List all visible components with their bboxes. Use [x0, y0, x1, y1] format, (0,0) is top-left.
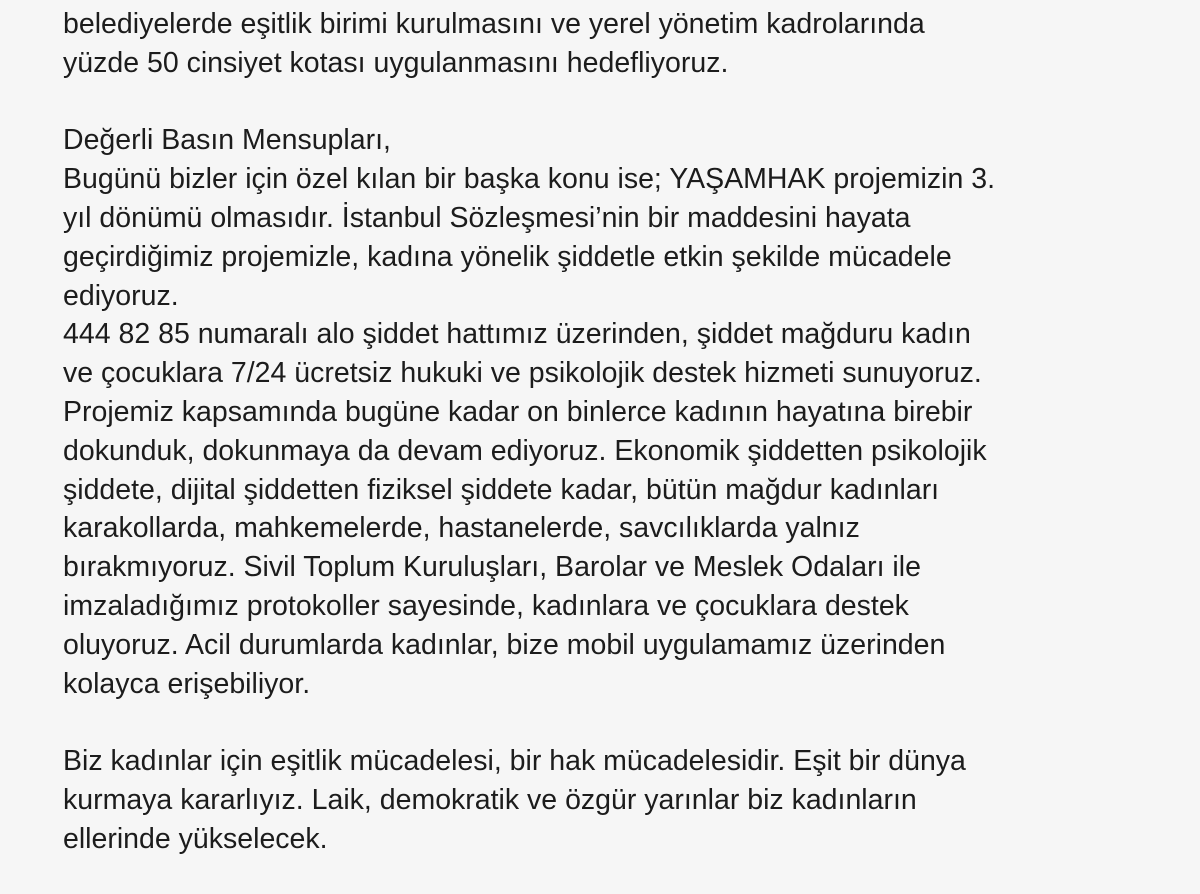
text-line: imzaladığımız protokoller sayesinde, kadınlara ve çocuklara destek	[63, 589, 909, 622]
paragraph-spacer	[63, 703, 1160, 742]
text-line: kurmaya kararlıyız. Laik, demokratik ve özgür yarınlar biz kadınların	[63, 783, 917, 816]
text-line: bırakmıyoruz. Sivil Toplum Kuruluşları, Barolar ve Meslek Odaları ile	[63, 551, 921, 584]
paragraph-closing-statement	[63, 742, 1160, 858]
paragraph-press-statement	[63, 121, 1160, 703]
text-line: Bugünü bizler için özel kılan bir başka konu ise; YAŞAMHAK projemizin 3.	[63, 163, 995, 196]
text-line: ellerinde yükselecek.	[63, 822, 328, 855]
salutation-line: Değerli Basın Mensupları,	[63, 124, 391, 157]
text-line: oluyoruz. Acil durumlarda kadınlar, bize mobil uygulamamız üzerinden	[63, 628, 946, 661]
text-line: geçirdiğimiz projemizle, kadına yönelik şiddetle etkin şekilde mücadele	[63, 240, 952, 273]
text-line: Biz kadınlar için eşitlik mücadelesi, bir hak mücadelesidir. Eşit bir dünya	[63, 745, 966, 778]
text-line: yıl dönümü olmasıdır. İstanbul Sözleşmesi’nin bir maddesini hayata	[63, 201, 911, 234]
text-line: ve çocuklara 7/24 ücretsiz hukuki ve psikolojik destek hizmeti sunuyoruz.	[63, 357, 982, 390]
text-line: Projemiz kapsamında bugüne kadar on binlerce kadının hayatına birebir	[63, 395, 973, 428]
text-line: dokunduk, dokunmaya da devam ediyoruz. Ekonomik şiddetten psikolojik	[63, 434, 987, 467]
paragraph-equality-goals	[63, 5, 1160, 83]
text-line: belediyelerde eşitlik birimi kurulmasını ve yerel yönetim kadrolarında	[63, 8, 925, 40]
text-line: kolayca erişebiliyor.	[63, 667, 311, 700]
paragraph-spacer	[63, 83, 1160, 122]
text-line: karakollarda, mahkemelerde, hastanelerde, savcılıklarda yalnız	[63, 512, 860, 545]
text-line: şiddete, dijital şiddetten fiziksel şiddete kadar, bütün mağdur kadınları	[63, 473, 940, 506]
text-line: 444 82 85 numaralı alo şiddet hattımız üzerinden, şiddet mağduru kadın	[63, 318, 971, 351]
text-line: yüzde 50 cinsiyet kotası uygulanmasını hedefliyoruz.	[63, 46, 729, 79]
text-line: ediyoruz.	[63, 279, 179, 312]
